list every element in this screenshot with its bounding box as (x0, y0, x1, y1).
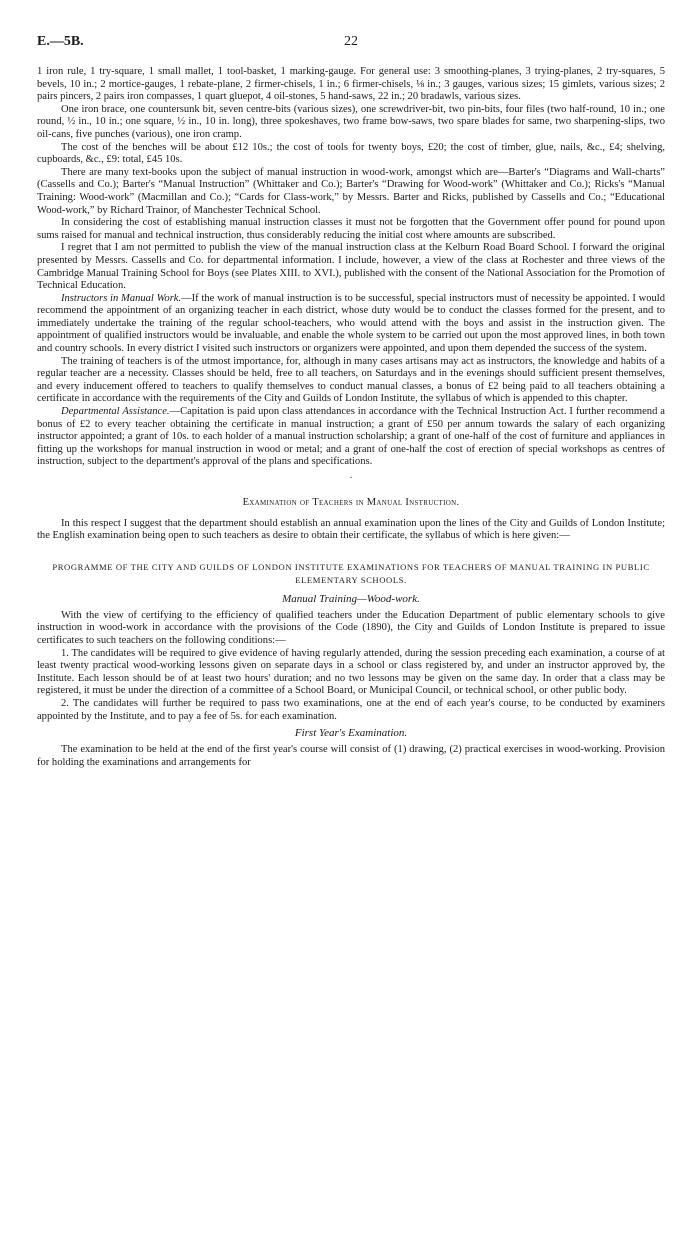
paragraph-views: I regret that I am not permitted to publish the view of the manual instruction class at the Kelburn Road Board School. I forward the original presented by Messrs. Cassells and Co. for departmental information. I include, however, a view of the class at Rochester and three views of the Cambridge Manual Training School for Boys (see Plates XIII. to XVI.), published with the consent of the National Association for the Promotion of Technical Education. (37, 242, 665, 292)
divider-dot: · (349, 473, 353, 484)
section-heading: Examination of Teachers in Manual Instruction. (242, 497, 460, 508)
paragraph-exam-intro: In this respect I suggest that the department should establish an annual examination upon the lines of the City and Guilds of London Institute; the English examination being open to such teachers as desire to obtain their certificate, the syllabus of which is here given:— (37, 517, 665, 542)
paragraph-instructors (37, 293, 665, 356)
paragraph-departmental-assistance (37, 406, 665, 469)
paragraph-textbooks: There are many text-books upon the subject of manual instruction in wood-work, amongst which are—Barter's “Diagrams and Wall-charts” (Cassells and Co.); Barter's “Manual Instruction” (Whittaker and Co.); Barter's “Drawing for Wood-work” (Whittaker and Co.); Ricks's “Manual Training: Wood-work” (Macmillan and Co.); “Cards for Class-work,” by Messrs. Barter and Ricks, published by Cassells and Co.; “Educational Wood-work,” by Richard Trainor, of Manchester Technical School. (37, 166, 665, 216)
paragraph-first-year: The examination to be held at the end of the first year's course will consist of (1) drawing, (2) practical exercises in wood-working. Provision for holding the examinations and arrangements for (37, 744, 665, 768)
paragraph-teacher-training: The training of teachers is of the utmost importance, for, although in many cases artisans may act as instructors, the knowledge and habits of a regular teacher are a necessity. Classes should be held, free to all teachers, on Saturdays and in the evenings should sufficient present themselves, and every inducement offered to teachers to qualify themselves to conduct manual classes, a bonus of £2 being paid to all teachers obtaining a certificate in accordance with the requirements of the City and Guilds of London Institute, the syllabus of which is appended to this chapter. (37, 355, 665, 405)
assistance-text: —Capitation is paid upon class attendances in accordance with the Technical Instruction Act. I further recommend a bonus of £2 to every teacher obtaining the certificate in manual instruction; a grant of £50 per annum towards the salary of each organizing instructor appointed; a grant of 10s. to each holder of a manual instruction scholarship; a grant of one-half of the cost of furniture and appliances in fitting up the workshops for manual instruction in wood or metal; and a grant of one-half the cost of erection of special workshops as centres of instruction, subject to the department's approval of the plans and specifications. (37, 406, 665, 468)
subheading-manual-training: Manual Training—Wood-work. (282, 592, 420, 605)
instructors-lead: Instructors in Manual Work. (61, 292, 182, 304)
paragraph-condition-2: 2. The candidates will further be required to pass two examinations, one at the end of each year's course, to be conducted by examiners appointed by the Institute, and to pay a fee of 5s. for each examination. (37, 697, 665, 722)
instructors-text: —If the work of manual instruction is to be successful, special instructors must of necessity be appointed. I would recommend the appointment of an organizing teacher in each district, whose duty would be to conduct the classes formed for the present, and to immediately undertake the training of the regular school-teachers, who would attend with the boys and assist in the instruction given. The appointment of qualified instructors would be invaluable, and enable the whole system to be carried out upon the most approved lines, in both town and country schools. In every district I visited such instructors or organizers were appointed, and upon them depended the success of the system. (37, 292, 665, 355)
subheading-first-year: First Year's Examination. (294, 727, 408, 740)
document-page (37, 34, 665, 769)
paragraph-tools-list: 1 iron rule, 1 try-square, 1 small mallet, 1 tool-basket, 1 marking-gauge. For general use: 3 smoothing-planes, 3 trying-planes, 2 try-squares, 5 bevels, 10 in.; 2 mortice-gauges, 1 rebate-plane, 2 firmer-chisels, 1 in.; 6 firmer-chisels, ⅛ in.; 3 gauges, various sizes; 15 gimlets, various sizes; 2 pairs pincers, 2 pairs iron compasses, 1 quart gluepot, 4 oil-stones, 5 hand-saws, 22 in.; 20 bradawls, various sizes. (37, 66, 665, 103)
paragraph-condition-1: 1. The candidates will be required to give evidence of having regularly attended, during the session preceding each examination, a course of at least twenty practical wood-working lessons given on separate days in a school or class registered by, and under an instructor approved by, the Institute. Each lesson should be of at least two hours' duration; and no two lessons may be given on the same day. In order that a class may be registered, it must be under the direction of a committee of a School Board, or Municipal Council, or technical school, or other public body. (37, 647, 665, 697)
assistance-lead: Departmental Assistance. (61, 406, 170, 418)
programme-heading: PROGRAMME OF THE CITY AND GUILDS OF LONDON INSTITUTE EXAMINATIONS FOR TEACHERS OF MANUAL TRAINING IN PUBLIC ELEMENTARY SCHOOLS. (52, 561, 650, 585)
paragraph-costs: The cost of the benches will be about £12 10s.; the cost of tools for twenty boys, £20; the cost of timber, glue, nails, &c., £4; shelving, cupboards, &c., £9: total, £45 10s. (37, 141, 665, 166)
page-number: 22 (344, 34, 358, 49)
paragraph-certification: With the view of certifying to the efficiency of qualified teachers under the Education Department of public elementary schools to give instruction in wood-work in accordance with the provisions of the Code (1890), the City and Guilds of London Institute is prepared to issue certificates to such teachers on the following conditions:— (37, 609, 665, 646)
document-reference: E.—5B. (37, 34, 84, 49)
page-header (37, 34, 665, 56)
paragraph-tools-list-2: One iron brace, one countersunk bit, seven centre-bits (various sizes), one screwdriver-bit, two pin-bits, four files (two half-round, 10 in.; one round, ½ in., 10 in.; one square, ½ in., 10 in. long), three spokeshaves, two frame bow-saws, two spare blades for same, two sharpening-slips, two oil-cans, five punches (various), one iron cramp. (37, 103, 665, 140)
paragraph-government-funding: In considering the cost of establishing manual instruction classes it must not be forgotten that the Government offer pound for pound upon sums raised for manual and technical instruction, thus considerably reducing the initial cost where amounts are subscribed. (37, 217, 665, 241)
